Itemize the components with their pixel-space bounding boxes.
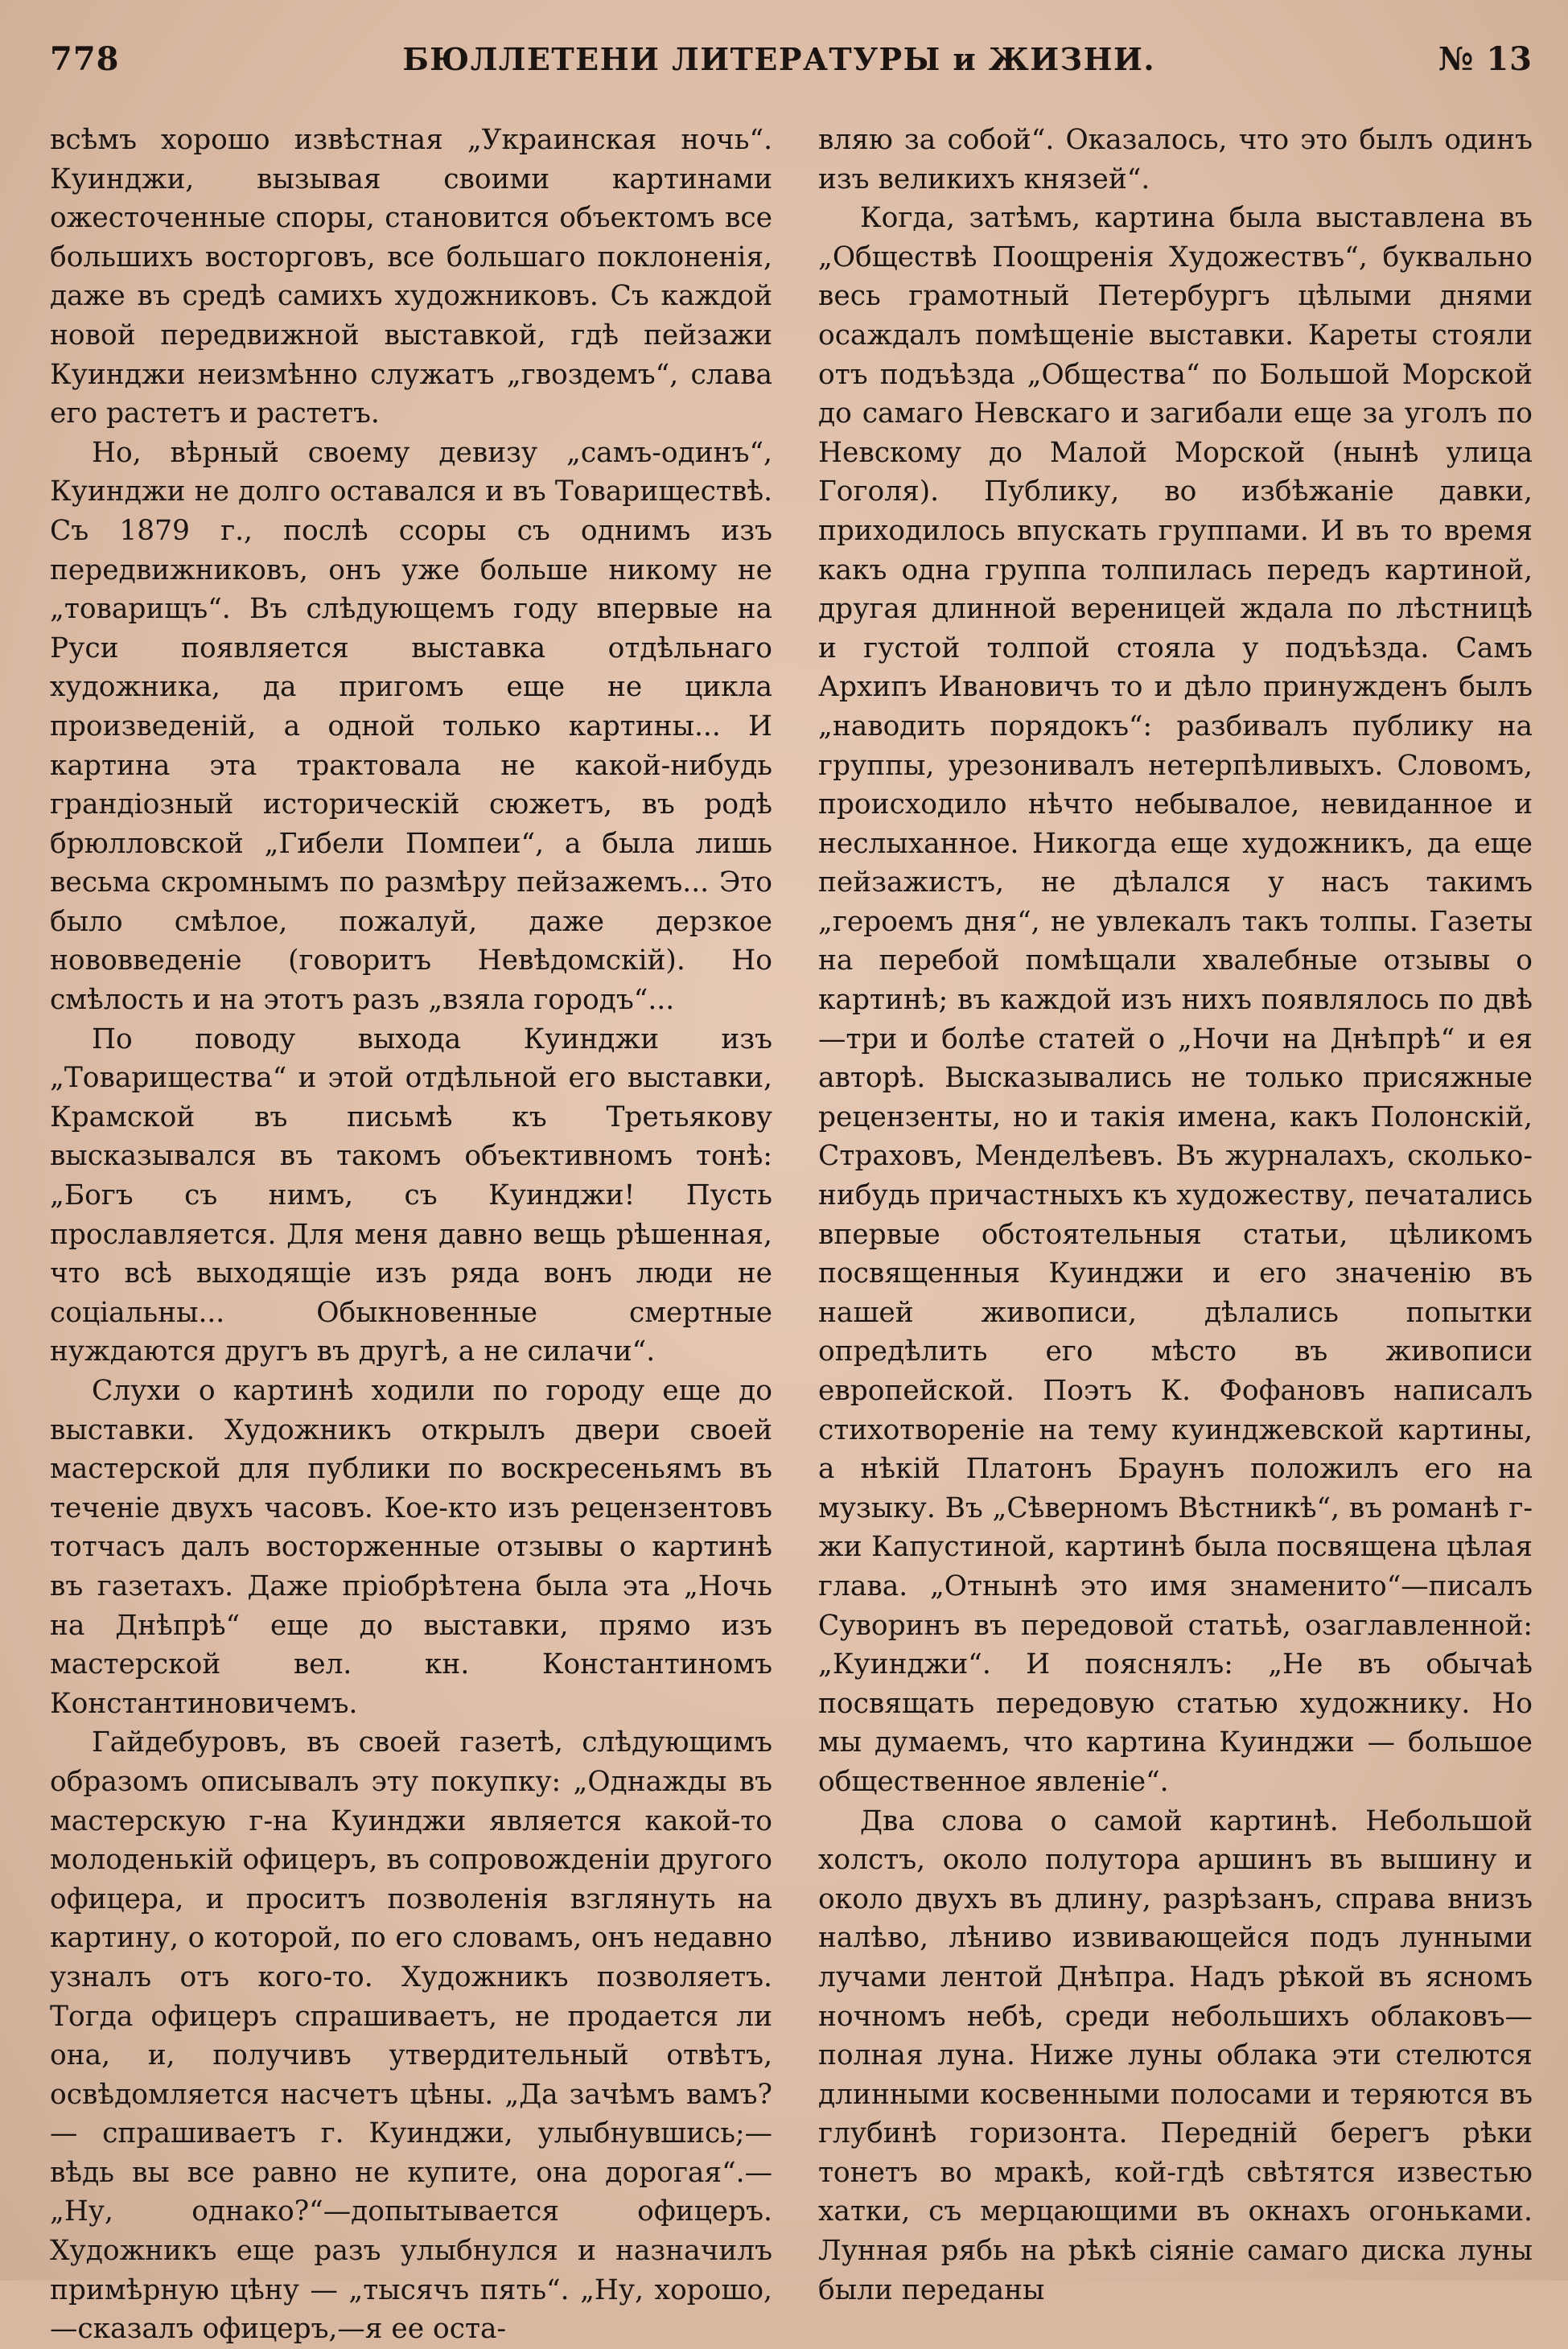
text-columns <box>50 121 1533 2349</box>
paragraph: Два слова о самой картинѣ. Небольшой холстъ, около полутора аршинъ въ вышину и около двухъ въ длину, разрѣзанъ, справа внизъ налѣво, лѣниво извивающейся подъ лунными лучами лентой Днѣпра. Надъ рѣкой въ ясномъ ночномъ небѣ, среди небольшихъ облаковъ—полная луна. Ниже луны облака эти стелются длинными косвенными полосами и теряются въ глубинѣ горизонта. Передній берегъ рѣки тонетъ во мракѣ, кой-гдѣ свѣтятся известью хатки, съ мерцающими въ окнахъ огоньками. Лунная рябь на рѣкѣ сіяніе самаго диска луны были переданы <box>818 1804 1533 2306</box>
page-number: 778 <box>50 40 120 78</box>
running-title: БЮЛЛЕТЕНИ ЛИТЕРАТУРЫ и ЖИЗНИ. <box>402 41 1156 77</box>
paragraph: По поводу выхода Куинджи изъ „Товарищества“ и этой отдѣльной его выставки, Крамской въ письмѣ къ Третьякову высказывался въ такомъ объективномъ тонѣ: „Богъ съ нимъ, съ Куинджи! Пусть прославляется. Для меня давно вещь рѣшенная, что всѣ выходящіе изъ ряда вонъ люди не соціальны... Обыкновенные смертные нуждаются другъ въ другѣ, а не силачи“. <box>50 1022 772 1368</box>
paragraph: вляю за собой“. Оказалось, что это былъ одинъ изъ великихъ князей“. <box>818 124 1533 195</box>
right-column <box>818 121 1533 2349</box>
page-header <box>50 40 1533 82</box>
issue-number: № 13 <box>1438 40 1533 78</box>
left-column <box>50 121 772 2349</box>
paragraph: Но, вѣрный своему девизу „самъ-одинъ“, Куинджи не долго оставался и въ Товариществѣ. Съ 1879 г., послѣ ссоры съ однимъ изъ передвижниковъ, онъ уже больше никому не „товарищъ“. Въ слѣдующемъ году впервые на Руси появляется выставка отдѣльнаго художника, да пригомъ еще не цикла произведеній, а одной только картины... И картина эта трактовала не какой-нибудь грандіозный историческій сюжетъ, въ родѣ брюлловской „Гибели Помпеи“, а была лишь весьма скромнымъ по размѣру пейзажемъ... Это было смѣлое, пожалуй, даже дерзкое нововведеніе (говоритъ Невѣдомскій). Но смѣлость и на этотъ разъ „взяла городъ“... <box>50 436 772 1017</box>
paragraph: Слухи о картинѣ ходили по городу еще до выставки. Художникъ открылъ двери своей мастерской для публики по воскресеньямъ въ теченіе двухъ часовъ. Кое-кто изъ рецензентовъ тотчасъ далъ восторженные отзывы о картинѣ въ газетахъ. Даже пріобрѣтена была эта „Ночь на Днѣпрѣ“ еще до выставки, прямо изъ мастерской вел. кн. Константиномъ Константиновичемъ. <box>50 1375 772 1720</box>
paragraph: Когда, затѣмъ, картина была выставлена въ „Обществѣ Поощренія Художествъ“, буквально весь грамотный Петербургъ цѣлыми днями осаждалъ помѣщеніе выставки. Кареты стояли отъ подъѣзда „Общества“ по Большой Морской до самаго Невскаго и загибали еще за уголъ по Невскому до Малой Морской (нынѣ улица Гоголя). Публику, во избѣжаніе давки, приходилось впускать группами. И въ то время какъ одна группа толпилась передъ картиной, другая длинной вереницей ждала по лѣстницѣ и густой толпой стояла у подъѣзда. Самъ Архипъ Ивановичъ то и дѣло принужденъ былъ „наводить порядокъ“: разбивалъ публику на группы, урезонивалъ нетерпѣливыхъ. Словомъ, происходило нѣчто небывалое, невиданное и неслыханное. Никогда еще художникъ, да еще пейзажистъ, не дѣлался у насъ такимъ „героемъ дня“, не увлекалъ такъ толпы. Газеты на перебой помѣщали хвалебные отзывы о картинѣ; въ каждой изъ нихъ появлялось по двѣ—три и болѣе статей о „Ночи на Днѣпрѣ“ и ея авторѣ. Высказывались не только присяжные рецензенты, но и такія имена, какъ Полонскій, Страховъ, Менделѣевъ. Въ журналахъ, сколько-нибудь причастныхъ къ художеству, печатались впервые обстоятельныя статьи, цѣликомъ посвященныя Куинджи и его значенію въ нашей живописи, дѣлались попытки опредѣлить его мѣсто въ живописи европейской. Поэтъ К. Фофановъ написалъ стихотвореніе на тему куинджевской картины, а нѣкій Платонъ Браунъ положилъ его на музыку. Въ „Сѣверномъ Вѣстникѣ“, въ романѣ г-жи Капустиной, картинѣ была посвящена цѣлая глава. „Отнынѣ это имя знаменито“—писалъ Суворинъ въ передовой статьѣ, озаглавленной: „Куинджи“. И пояснялъ: „Не въ обычаѣ посвящать передовую статью художнику. Но мы думаемъ, что картина Куинджи — большое общественное явленіе“. <box>818 202 1533 1798</box>
paragraph: Гайдебуровъ, въ своей газетѣ, слѣдующимъ образомъ описывалъ эту покупку: „Однажды въ мастерскую г-на Куинджи является какой-то молоденькій офицеръ, въ сопровожденіи другого офицера, и проситъ позволенія взглянуть на картину, о которой, по его словамъ, онъ недавно узналъ отъ кого-то. Художникъ позволяетъ. Тогда офицеръ спрашиваетъ, не продается ли она, и, получивъ утвердительный отвѣтъ, освѣдомляется насчетъ цѣны. „Да зачѣмъ вамъ? — спрашиваетъ г. Куинджи, улыбнувшись;—вѣдь вы все равно не купите, она дорогая“.—„Ну, однако?“—допытывается офицеръ. Художникъ еще разъ улыбнулся и назначилъ примѣрную цѣну — „тысячъ пять“. „Ну, хорошо,—сказалъ офицеръ,—я ее оста- <box>50 1726 772 2346</box>
paragraph: всѣмъ хорошо извѣстная „Украинская ночь“. Куинджи, вызывая своими картинами ожесточенные споры, становится объектомъ все большихъ восторговъ, все большаго поклоненія, даже въ средѣ самихъ художниковъ. Съ каждой новой передвижной выставкой, гдѣ пейзажи Куинджи неизмѣнно служатъ „гвоздемъ“, слава его растетъ и растетъ. <box>50 124 772 430</box>
